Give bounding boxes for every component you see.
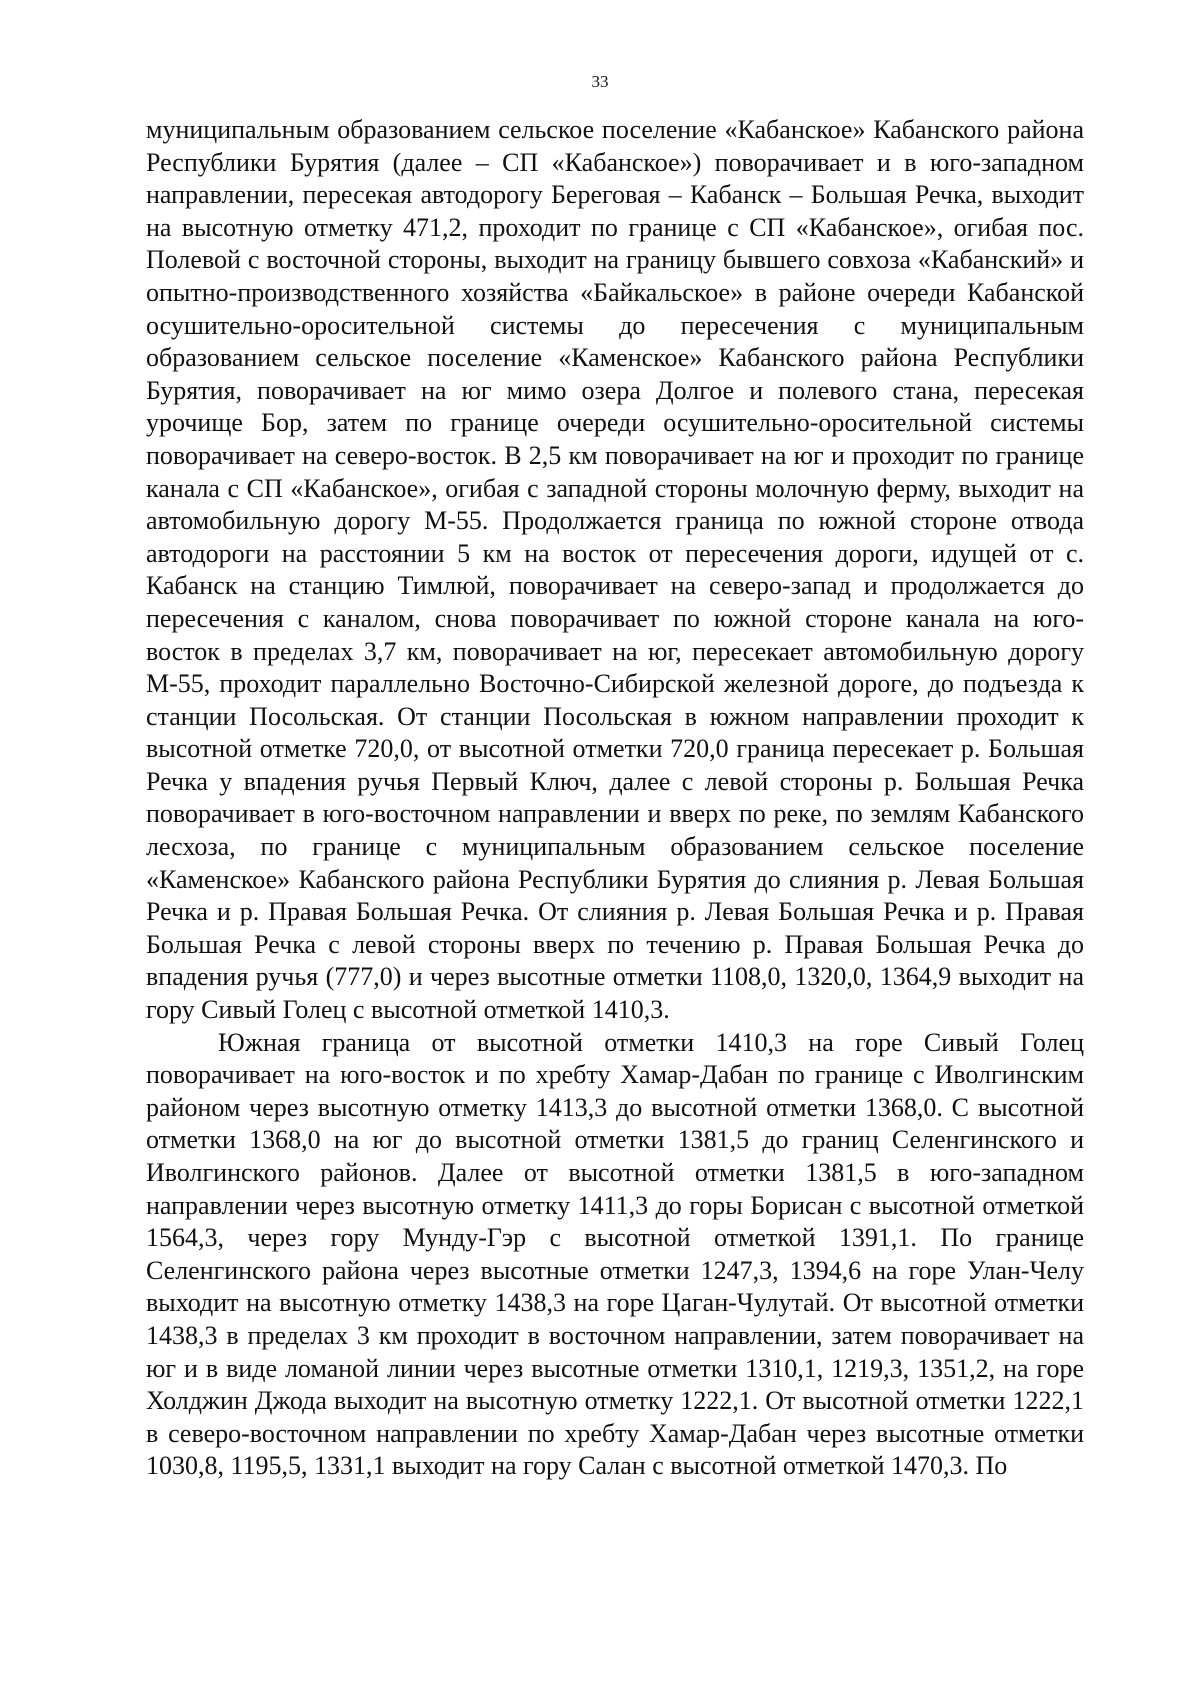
page-number: 33	[591, 72, 609, 91]
paragraph-northern-boundary: муниципальным образованием сельское поселение «Кабанское» Кабанского района Республики Бурятия (далее – СП «Кабанское») поворачивает и в юго-западном направлении, пересекая автодорогу Береговая – Кабанск – Большая Речка, выходит на высотную отметку 471,2, проходит по границе с СП «Кабанское», огибая пос. Полевой с восточной стороны, выходит на границу бывшего совхоза «Кабанский» и опытно-производственного хозяйства «Байкальское» в районе очереди Кабанской осушительно-оросительной системы до пересечения с муниципальным образованием сельское поселение «Каменское» Кабанского района Республики Бурятия, поворачивает на юг мимо озера Долгое и полевого стана, пересекая урочище Бор, затем по границе очереди осушительно-оросительной системы поворачивает на северо-восток. В 2,5 км поворачивает на юг и проходит по границе канала с СП «Кабанское», огибая с западной стороны молочную ферму, выходит на автомобильную дорогу М-55. Продолжается граница по южной стороне отвода автодороги на расстоянии 5 км на восток от пересечения дороги, идущей от с. Кабанск на станцию Тимлюй, поворачивает на северо-запад и продолжается до пересечения с каналом, снова поворачивает по южной стороне канала на юго-восток в пределах 3,7 км, поворачивает на юг, пересекает автомобильную дорогу М-55, проходит параллельно Восточно-Сибирской железной дороге, до подъезда к станции Посольская. От станции Посольская в южном направлении проходит к высотной отметке 720,0, от высотной отметки 720,0 граница пересекает р. Большая Речка у впадения ручья Первый Ключ, далее с левой стороны р. Большая Речка поворачивает в юго-восточном направлении и вверх по реке, по землям Кабанского лесхоза, по границе с муниципальным образованием сельское поселение «Каменское» Кабанского района Республики Бурятия до слияния р. Левая Большая Речка и р. Правая Большая Речка. От слияния р. Левая Большая Речка и р. Правая Большая Речка с левой стороны вверх по течению р. Правая Большая Речка до впадения ручья (777,0) и через высотные отметки 1108,0, 1320,0, 1364,9 выходит на гору Сивый Голец с высотной отметкой 1410,3.	[146, 115, 1084, 1025]
document-body	[146, 114, 1084, 1483]
paragraph-southern-boundary: Южная граница от высотной отметки 1410,3 на горе Сивый Голец поворачивает на юго-восток и по хребту Хамар-Дабан по границе с Иволгинским районом через высотную отметку 1413,3 до высотной отметки 1368,0. С высотной отметки 1368,0 на юг до высотной отметки 1381,5 до границ Селенгинского и Иволгинского районов. Далее от высотной отметки 1381,5 в юго-западном направлении через высотную отметку 1411,3 до горы Борисан с высотной отметкой 1564,3, через гору Мунду-Гэр с высотной отметкой 1391,1. По границе Селенгинского района через высотные отметки 1247,3, 1394,6 на горе Улан-Челу выходит на высотную отметку 1438,3 на горе Цаган-Чулутай. От высотной отметки 1438,3 в пределах 3 км проходит в восточном направлении, затем поворачивает на юг и в виде ломаной линии через высотные отметки 1310,1, 1219,3, 1351,2, на горе Холджин Джода выходит на высотную отметку 1222,1. От высотной отметки 1222,1 в северо-восточном направлении по хребту Хамар-Дабан через высотные отметки 1030,8, 1195,5, 1331,1 выходит на гору Салан с высотной отметкой 1470,3. По	[146, 1027, 1084, 1481]
